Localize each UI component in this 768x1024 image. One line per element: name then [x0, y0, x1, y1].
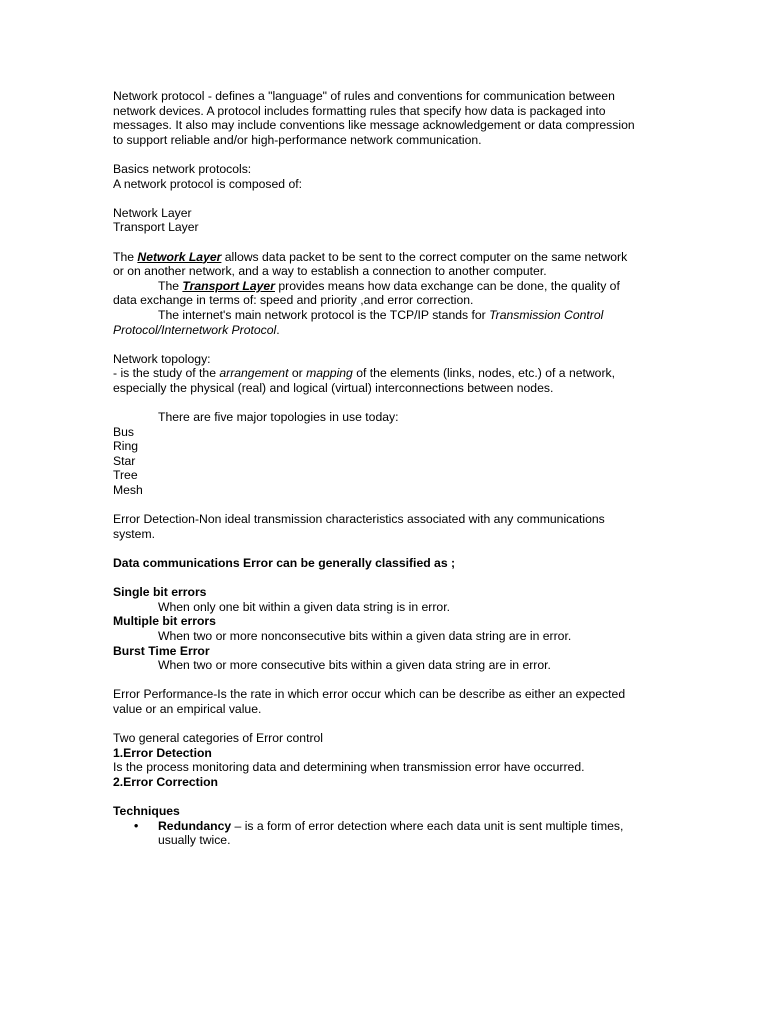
techniques-heading: Techniques [113, 804, 180, 819]
intro-line-4: to support reliable and/or high-performance network communication. [113, 132, 482, 147]
classified-heading: Data communications Error can be generally classified as ; [113, 556, 456, 570]
layer-transport: Transport Layer [113, 220, 199, 235]
bullet-icon: • [134, 818, 139, 833]
topology-text-c: or [288, 366, 307, 381]
error-detection-line-1: Error Detection-Non ideal transmission characteristics associated with any communications [113, 512, 605, 527]
layer-network: Network Layer [113, 205, 192, 220]
topology-item-star: Star [113, 453, 136, 468]
redundancy-line-2: usually twice. [158, 833, 231, 848]
topology-arrangement: arrangement [219, 366, 289, 381]
error-detection-title: 1.Error Detection [113, 745, 212, 760]
transport-layer-term: Transport Layer [182, 278, 275, 293]
network-layer-the: The [113, 249, 138, 264]
topology-intro: There are five major topologies in use today: [158, 410, 399, 425]
transport-layer-rest: provides means how data exchange can be done, the quality of [274, 278, 620, 293]
topology-item-bus: Bus [113, 424, 135, 439]
intro-line-2: network devices. A protocol includes formatting rules that specify how data is packaged into [113, 103, 606, 118]
single-bit-desc: When only one bit within a given data string is in error. [158, 599, 450, 614]
multiple-bit-title: Multiple bit errors [113, 614, 216, 629]
redundancy-line-1 [158, 819, 653, 834]
document-page [113, 89, 653, 848]
redundancy-term: Redundancy [158, 818, 232, 833]
tcpip-line-1 [113, 308, 653, 323]
topology-mapping: mapping [306, 366, 353, 381]
transport-layer-line-1 [113, 279, 653, 294]
topology-heading: Network topology: [113, 351, 211, 366]
burst-error-desc: When two or more consecutive bits within a given data string are in error. [158, 658, 551, 673]
multiple-bit-desc: When two or more nonconsecutive bits within a given data string are in error. [158, 628, 572, 643]
topology-text-e: of the elements (links, nodes, etc.) of a network, [352, 366, 615, 381]
single-bit-title: Single bit errors [113, 585, 207, 600]
performance-line-2: value or an empirical value. [113, 701, 262, 716]
network-layer-line-1 [113, 250, 653, 265]
redundancy-text: – is a form of error detection where each data unit is sent multiple times, [231, 818, 624, 833]
tcpip-plain: The internet's main network protocol is the TCP/IP stands for [158, 307, 490, 322]
topology-line-1 [113, 366, 653, 381]
topology-text-a: - is the study of the [113, 366, 220, 381]
transport-layer-the: The [158, 278, 183, 293]
network-layer-rest: allows data packet to be sent to the correct computer on the same network [221, 249, 628, 264]
redundancy-list-item [113, 819, 653, 848]
tcpip-line-2 [113, 323, 653, 338]
error-detection-desc: Is the process monitoring data and determining when transmission error have occurred. [113, 760, 585, 775]
topology-item-ring: Ring [113, 439, 139, 454]
error-detection-line-2: system. [113, 526, 155, 541]
topology-item-mesh: Mesh [113, 483, 143, 498]
tcpip-italic-2: Protocol/Internetwork Protocol [113, 322, 277, 337]
network-layer-line-2: or on another network, and a way to establish a connection to another computer. [113, 264, 547, 279]
error-correction-title: 2.Error Correction [113, 774, 218, 789]
tcpip-italic-1: Transmission Control [489, 307, 604, 322]
performance-line-1: Error Performance-Is the rate in which error occur which can be describe as either an expected [113, 687, 626, 702]
intro-line-3: messages. It also may include conventions like message acknowledgement or data compression [113, 118, 635, 133]
topology-line-2: especially the physical (real) and logical (virtual) interconnections between nodes. [113, 380, 554, 395]
basics-composed: A network protocol is composed of: [113, 176, 303, 191]
intro-line-1: Network protocol - defines a "language" of rules and conventions for communication between [113, 89, 615, 103]
transport-layer-line-2: data exchange in terms of: speed and priority ,and error correction. [113, 293, 474, 308]
network-layer-term: Network Layer [137, 249, 222, 264]
control-heading: Two general categories of Error control [113, 731, 323, 746]
topology-item-tree: Tree [113, 468, 138, 483]
tcpip-end: . [276, 322, 280, 337]
basics-heading: Basics network protocols: [113, 161, 252, 176]
burst-error-title: Burst Time Error [113, 643, 210, 658]
